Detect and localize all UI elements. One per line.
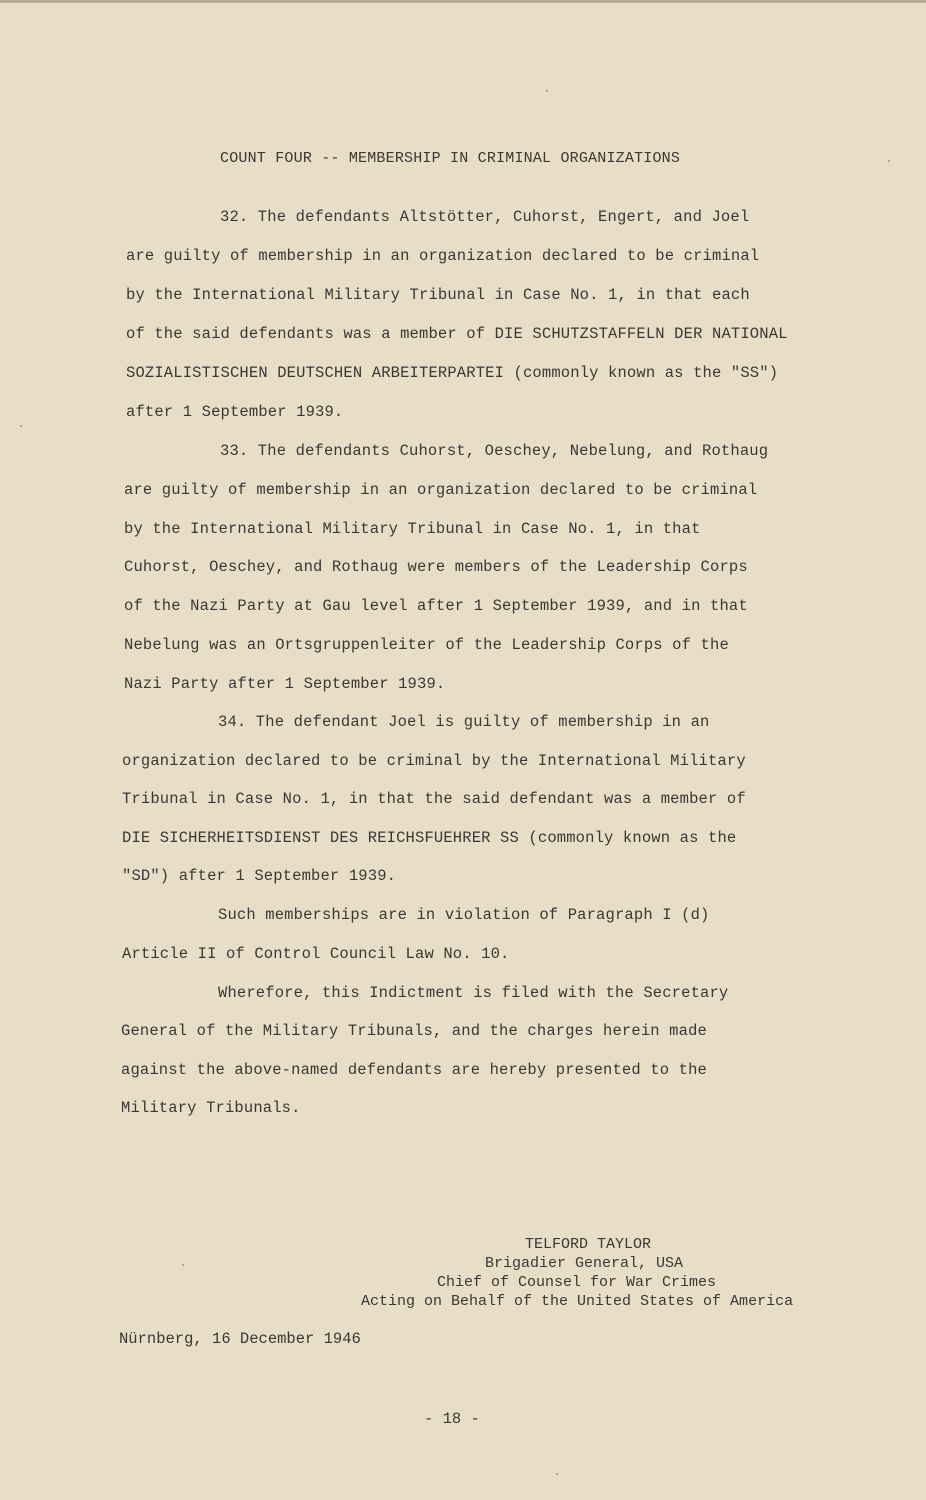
paragraph-34-line-3: Tribunal in Case No. 1, in that the said defendant was a member of — [122, 790, 746, 808]
paragraph-32-line-5: SOZIALISTISCHEN DEUTSCHEN ARBEITERPARTEI (commonly known as the "SS") — [126, 364, 779, 382]
paper-speck — [182, 1264, 184, 1266]
signature-title: Chief of Counsel for War Crimes — [437, 1274, 717, 1291]
paper-speck — [546, 90, 548, 92]
paragraph-34-line-1: 34. The defendant Joel is guilty of membership in an — [218, 713, 710, 731]
paragraph-32-line-1: 32. The defendants Altstötter, Cuhorst, Engert, and Joel — [220, 208, 750, 226]
paragraph-33-line-4: Cuhorst, Oeschey, and Rothaug were members of the Leadership Corps — [124, 558, 748, 576]
wherefore-line-2: General of the Military Tribunals, and the charges herein made — [121, 1022, 707, 1040]
count-heading: COUNT FOUR -- MEMBERSHIP IN CRIMINAL ORGANIZATIONS — [220, 150, 681, 167]
paragraph-34-line-5: "SD") after 1 September 1939. — [122, 867, 397, 885]
paragraph-32-line-3: by the International Military Tribunal in Case No. 1, in that each — [126, 286, 750, 304]
paragraph-34-line-2: organization declared to be criminal by the International Military — [122, 752, 746, 770]
wherefore-line-3: against the above-named defendants are hereby presented to the — [121, 1061, 707, 1079]
paragraph-34-line-4: DIE SICHERHEITSDIENST DES REICHSFUEHRER SS (commonly known as the — [122, 829, 737, 847]
signature-rank: Brigadier General, USA — [485, 1255, 684, 1272]
page-number: - 18 - — [424, 1410, 480, 1428]
paragraph-33-line-3: by the International Military Tribunal in Case No. 1, in that — [124, 520, 701, 538]
paragraph-32-line-6: after 1 September 1939. — [126, 403, 344, 421]
paragraph-33-line-6: Nebelung was an Ortsgruppenleiter of the Leadership Corps of the — [124, 636, 729, 654]
paragraph-33-line-5: of the Nazi Party at Gau level after 1 September 1939, and in that — [124, 597, 748, 615]
violation-line-1: Such memberships are in violation of Paragraph I (d) — [218, 906, 710, 924]
paragraph-33-line-2: are guilty of membership in an organization declared to be criminal — [124, 481, 758, 499]
paragraph-32-line-2: are guilty of membership in an organization declared to be criminal — [126, 247, 760, 265]
paper-speck — [888, 160, 890, 162]
violation-line-2: Article II of Control Council Law No. 10. — [122, 945, 510, 963]
paragraph-33-line-1: 33. The defendants Cuhorst, Oeschey, Nebelung, and Rothaug — [220, 442, 769, 460]
paragraph-33-line-7: Nazi Party after 1 September 1939. — [124, 675, 446, 693]
signature-capacity: Acting on Behalf of the United States of America — [361, 1293, 794, 1310]
page-top-edge — [0, 0, 926, 3]
signature-name: TELFORD TAYLOR — [525, 1236, 652, 1253]
wherefore-line-4: Military Tribunals. — [121, 1099, 301, 1117]
place-and-date: Nürnberg, 16 December 1946 — [119, 1330, 361, 1348]
wherefore-line-1: Wherefore, this Indictment is filed with the Secretary — [218, 984, 729, 1002]
paragraph-32-line-4: of the said defendants was a member of DIE SCHUTZSTAFFELN DER NATIONAL — [126, 325, 788, 343]
paper-speck — [556, 1473, 558, 1475]
paper-speck — [20, 425, 22, 427]
